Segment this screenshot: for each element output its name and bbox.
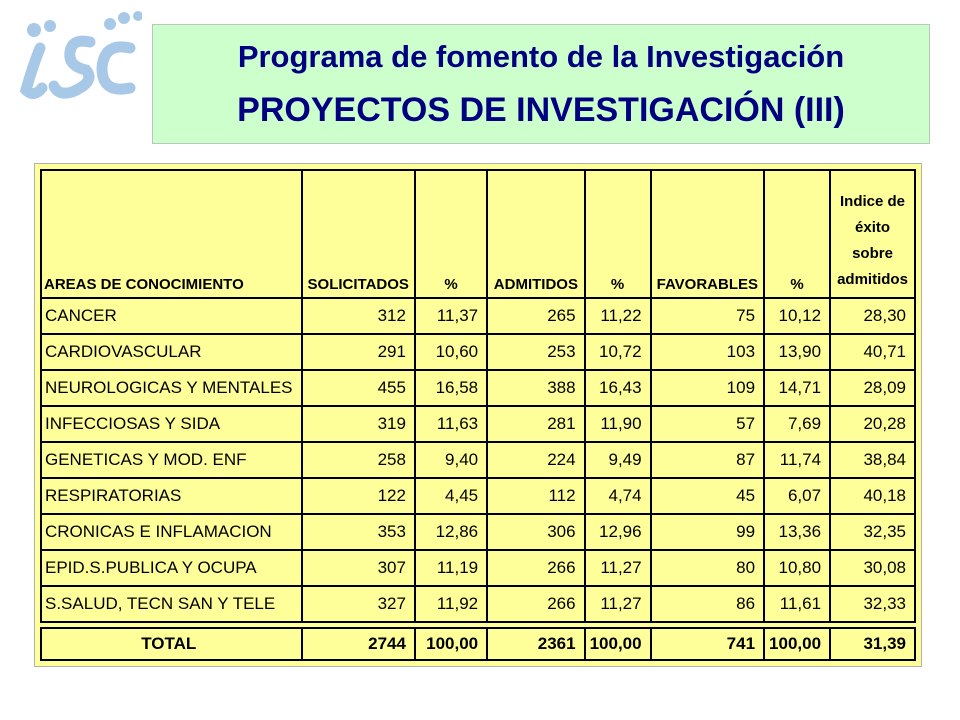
table-cell: 10,80 (763, 549, 829, 585)
total-cell: 31,39 (829, 627, 916, 661)
table-header-row (40, 169, 916, 297)
table-cell: 40,71 (829, 333, 916, 369)
table-cell: 11,61 (763, 585, 829, 621)
table-cell: 319 (301, 405, 414, 441)
table-cell: 32,33 (829, 585, 916, 621)
table-cell: NEUROLOGICAS Y MENTALES (40, 369, 301, 405)
table-cell: 266 (486, 549, 583, 585)
table-cell: 57 (650, 405, 763, 441)
total-cell: 741 (650, 627, 763, 661)
table-cell: 40,18 (829, 477, 916, 513)
table-cell: CARDIOVASCULAR (40, 333, 301, 369)
table-cell: 455 (301, 369, 414, 405)
table-row (40, 333, 916, 369)
table-cell: 11,37 (414, 297, 486, 333)
table-row (40, 297, 916, 333)
table-cell: RESPIRATORIAS (40, 477, 301, 513)
table-cell: 11,74 (763, 441, 829, 477)
table-cell: 266 (486, 585, 583, 621)
table-cell: 45 (650, 477, 763, 513)
table-cell: 4,45 (414, 477, 486, 513)
table-cell: 281 (486, 405, 583, 441)
column-header: ADMITIDOS (486, 169, 583, 297)
table-cell: INFECCIOSAS Y SIDA (40, 405, 301, 441)
table-cell: 327 (301, 585, 414, 621)
table-cell: 307 (301, 549, 414, 585)
table-cell: 306 (486, 513, 583, 549)
table-cell: 11,19 (414, 549, 486, 585)
column-header: Indice de éxito sobre admitidos (829, 169, 916, 297)
table-row (40, 513, 916, 549)
page-subtitle: PROYECTOS DE INVESTIGACIÓN (III) (237, 91, 845, 129)
table-cell: 12,96 (584, 513, 650, 549)
table-cell: 9,49 (584, 441, 650, 477)
table-cell: 10,60 (414, 333, 486, 369)
column-header: % (584, 169, 650, 297)
total-cell: 100,00 (584, 627, 650, 661)
table-cell: 11,27 (584, 549, 650, 585)
table-cell: 87 (650, 441, 763, 477)
table-cell: 388 (486, 369, 583, 405)
table-cell: CRONICAS E INFLAMACION (40, 513, 301, 549)
table-cell: 353 (301, 513, 414, 549)
table-row (40, 585, 916, 621)
table-cell: 4,74 (584, 477, 650, 513)
column-header: % (414, 169, 486, 297)
table-row (40, 549, 916, 585)
table-cell: 28,09 (829, 369, 916, 405)
table-cell: 109 (650, 369, 763, 405)
table-cell: 11,27 (584, 585, 650, 621)
table-cell: 9,40 (414, 441, 486, 477)
table-cell: 86 (650, 585, 763, 621)
page-title: Programa de fomento de la Investigación (237, 39, 845, 74)
table-cell: 258 (301, 441, 414, 477)
table-cell: 16,43 (584, 369, 650, 405)
table-cell: 38,84 (829, 441, 916, 477)
table-cell: 10,12 (763, 297, 829, 333)
column-header: % (763, 169, 829, 297)
table-cell: EPID.S.PUBLICA Y OCUPA (40, 549, 301, 585)
table-cell: 11,90 (584, 405, 650, 441)
table-cell: 291 (301, 333, 414, 369)
research-projects-table (40, 169, 916, 661)
table-cell: 11,63 (414, 405, 486, 441)
total-cell: 100,00 (763, 627, 829, 661)
table-cell: 12,86 (414, 513, 486, 549)
table-cell: S.SALUD, TECN SAN Y TELE (40, 585, 301, 621)
table-cell: GENETICAS Y MOD. ENF (40, 441, 301, 477)
title-box (152, 24, 930, 144)
total-cell: 2744 (301, 627, 414, 661)
table-cell: 7,69 (763, 405, 829, 441)
table-cell: 103 (650, 333, 763, 369)
table-cell: 11,92 (414, 585, 486, 621)
table-cell: CANCER (40, 297, 301, 333)
total-cell: 100,00 (414, 627, 486, 661)
column-header: AREAS DE CONOCIMIENTO (40, 169, 301, 297)
table-cell: 13,90 (763, 333, 829, 369)
table-cell: 312 (301, 297, 414, 333)
column-header: SOLICITADOS (301, 169, 414, 297)
table-cell: 6,07 (763, 477, 829, 513)
table-cell: 14,71 (763, 369, 829, 405)
table-cell: 11,22 (584, 297, 650, 333)
table-cell: 224 (486, 441, 583, 477)
isciii-logo-icon (12, 8, 142, 108)
table-cell: 112 (486, 477, 583, 513)
table-cell: 32,35 (829, 513, 916, 549)
table-cell: 122 (301, 477, 414, 513)
table-cell: 20,28 (829, 405, 916, 441)
table-cell: 10,72 (584, 333, 650, 369)
table-row (40, 405, 916, 441)
table-row (40, 441, 916, 477)
table-row (40, 477, 916, 513)
table-cell: 265 (486, 297, 583, 333)
table-cell: 13,36 (763, 513, 829, 549)
table-cell: 30,08 (829, 549, 916, 585)
table-frame (34, 163, 922, 667)
total-cell: 2361 (486, 627, 583, 661)
table-row (40, 369, 916, 405)
table-cell: 16,58 (414, 369, 486, 405)
table-cell: 99 (650, 513, 763, 549)
table-cell: 28,30 (829, 297, 916, 333)
table-cell: 80 (650, 549, 763, 585)
table-cell: 75 (650, 297, 763, 333)
column-header: FAVORABLES (650, 169, 763, 297)
table-cell: 253 (486, 333, 583, 369)
table-total-row (40, 627, 916, 661)
total-cell: TOTAL (40, 627, 301, 661)
